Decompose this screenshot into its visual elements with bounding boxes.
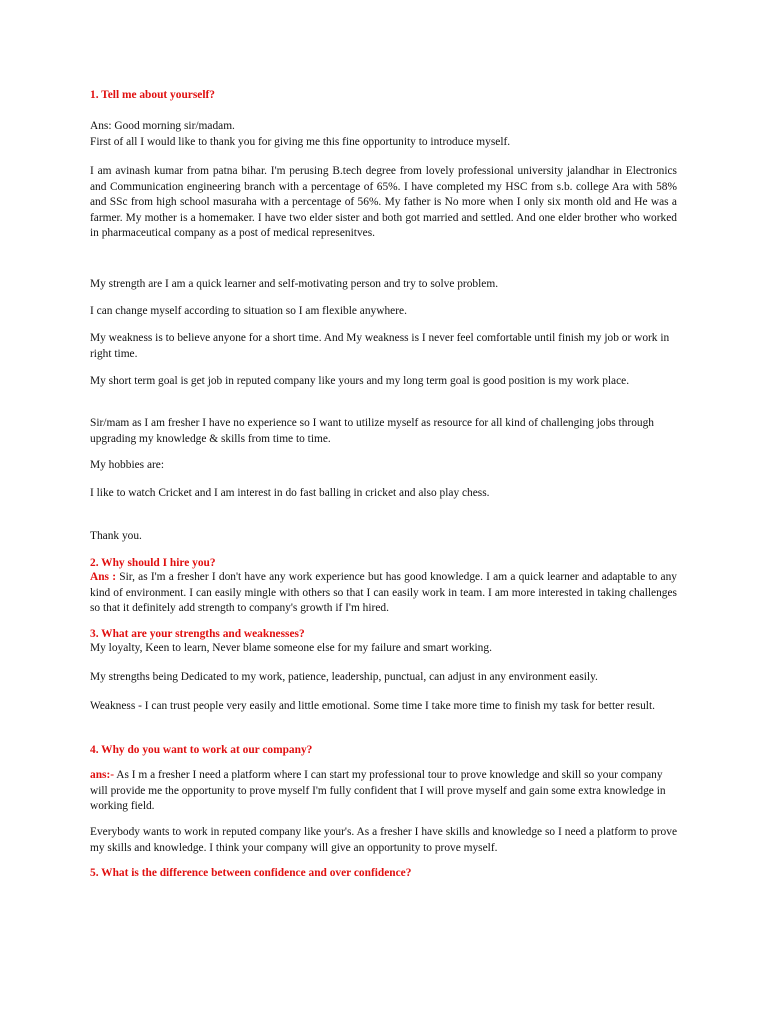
answer-1-fresher-paragraph: Sir/mam as I am fresher I have no experience so I want to utilize myself as resource for all kind of challenging jobs through upgrading my knowledge & skills from time to time. bbox=[90, 417, 654, 445]
answer-1-line-2: First of all I would like to thank you for giving me this fine opportunity to introduce myself. bbox=[90, 135, 511, 148]
answer-2-text: Sir, as I'm a fresher I don't have any work experience but has good knowledge. I am a quick learner and adaptable to any kind of environment. I can easily mingle with others so that I can easily work in team. I am more interested in taking challenges so that it definitely add strength to company's growth if I'm hired. bbox=[90, 571, 677, 614]
answer-1-intro-paragraph: I am avinash kumar from patna bihar. I'm perusing B.tech degree from lovely professional university jalandhar in Electronics and Communication engineering branch with a percentage of 65%. I have completed my HSC from s.b. college Ara with 58% and SSc from high school masuraha with a percentage of 56%. My father is No more when I only six month old and He was a farmer. My mother is a homemaker. I have two elder sister and both got married and settled. And one elder brother who worked in pharmaceutical company as a post of medical represenitves. bbox=[90, 165, 677, 239]
answer-2-label: Ans : bbox=[90, 571, 117, 583]
answer-1-hobbies-label: My hobbies are: bbox=[90, 459, 165, 471]
answer-3-line-3: Weakness - I can trust people very easily and little emotional. Some time I take more time to finish my task for better result. bbox=[90, 700, 655, 712]
answer-1-goal-paragraph: My short term goal is get job in reputed company like yours and my long term goal is good position is my work place. bbox=[90, 375, 630, 387]
answer-4-paragraph bbox=[90, 768, 677, 815]
answer-1-flexible-paragraph: I can change myself according to situation so I am flexible anywhere. bbox=[90, 305, 407, 317]
question-4-heading: 4. Why do you want to work at our company? bbox=[90, 744, 313, 756]
answer-2-paragraph bbox=[90, 570, 677, 617]
question-3-heading: 3. What are your strengths and weaknesses? bbox=[90, 628, 305, 640]
answer-1-line-1: Ans: Good morning sir/madam. bbox=[90, 120, 235, 132]
answer-3-line-2: My strengths being Dedicated to my work, patience, leadership, punctual, can adjust in any environment easily. bbox=[90, 671, 598, 683]
answer-1-hobbies-paragraph: I like to watch Cricket and I am interest in do fast balling in cricket and also play chess. bbox=[90, 487, 490, 499]
answer-4-text: As I m a fresher I need a platform where I can start my professional tour to prove knowledge and skill so your company will provide me the opportunity to prove myself I'm fully confident that I will prove myself and gain some extra knowledge in working field. bbox=[90, 769, 666, 812]
question-1-heading: 1. Tell me about yourself? bbox=[90, 89, 215, 101]
answer-1-weakness-paragraph: My weakness is to believe anyone for a short time. And My weakness is I never feel comfortable until finish my job or work in right time. bbox=[90, 332, 670, 360]
answer-4-paragraph-2: Everybody wants to work in reputed company like your's. As a fresher I have skills and knowledge so I need a platform to prove my skills and knowledge. I think your company will give an opportunity to prove myself. bbox=[90, 826, 677, 854]
answer-4-label: ans:- bbox=[90, 769, 115, 781]
answer-1-strength-paragraph: My strength are I am a quick learner and self-motivating person and try to solve problem. bbox=[90, 278, 499, 290]
answer-1-thanks: Thank you. bbox=[90, 530, 142, 542]
question-2-heading: 2. Why should I hire you? bbox=[90, 557, 216, 569]
answer-3-line-1: My loyalty, Keen to learn, Never blame someone else for my failure and smart working. bbox=[90, 642, 492, 654]
answer-1-greeting bbox=[90, 119, 677, 150]
question-5-heading: 5. What is the difference between confidence and over confidence? bbox=[90, 867, 412, 879]
